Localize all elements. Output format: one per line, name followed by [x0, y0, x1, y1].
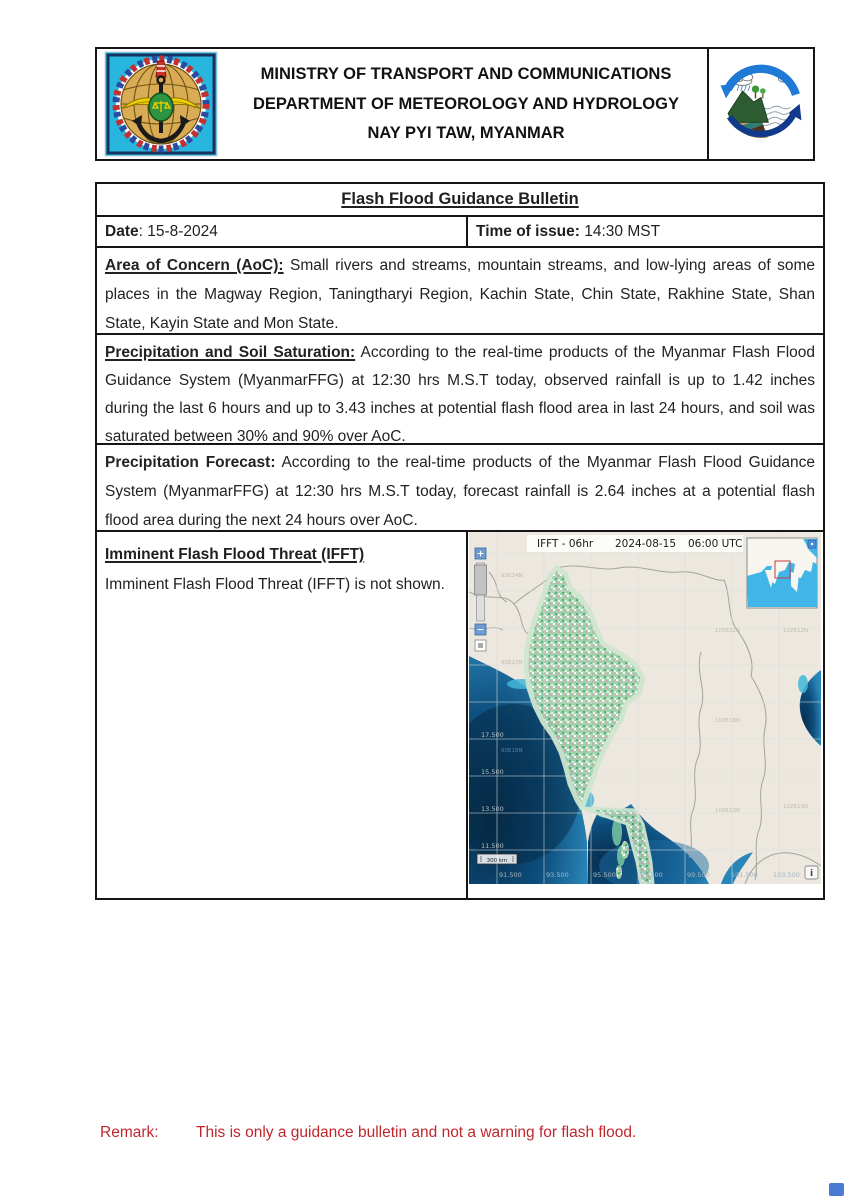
ifft-row — [97, 530, 823, 898]
svg-text:100E13N: 100E13N — [715, 808, 741, 814]
svg-text:11.500: 11.500 — [481, 842, 504, 850]
zoom-slider-thumb[interactable] — [475, 565, 487, 595]
svg-text:100E22N: 100E22N — [715, 628, 741, 634]
map-title-time: 06:00 UTC — [688, 538, 743, 550]
dmh-seal-logo-icon — [104, 51, 218, 157]
header-org-text — [225, 49, 707, 149]
date-cell — [97, 217, 468, 246]
ifft-text-cell — [97, 532, 468, 898]
area-of-concern-row — [97, 246, 823, 333]
ifft-heading: Imminent Flash Flood Threat (IFFT) — [105, 546, 365, 563]
time-value: 14:30 MST — [579, 222, 661, 240]
header-right-section — [707, 49, 813, 159]
date-label: Date — [105, 222, 139, 240]
map-inset-overview — [747, 538, 817, 608]
svg-text:103.500: 103.500 — [773, 871, 800, 879]
svg-text:90E22N: 90E22N — [501, 660, 523, 666]
svg-text:90E18N: 90E18N — [501, 748, 523, 754]
svg-text:95.500: 95.500 — [593, 871, 616, 879]
bulletin-table — [95, 182, 825, 900]
svg-text:100E18N: 100E18N — [715, 718, 741, 724]
saturation-text: According to the real-time products of the Myanmar Flash Flood Guidance System (MyanmarFFG) at 12:30 hrs M.S.T today, observed rainfall is up to 1.42 inches during the last 6 hours and up to 3.43 inches at potential flash flood area in last 24 hours, and soil was saturated between 30% and 90% over AoC. — [105, 344, 815, 445]
saturation-label: Precipitation and Soil Saturation: — [105, 344, 356, 361]
header-org-line2: DEPARTMENT OF METEOROLOGY AND HYDROLOGY — [253, 94, 679, 113]
svg-text:97.500: 97.500 — [640, 871, 663, 879]
map-scale-bar — [477, 854, 517, 864]
svg-text:13.500: 13.500 — [481, 805, 504, 813]
time-of-issue-cell — [468, 217, 823, 246]
bulletin-title-row — [97, 184, 823, 215]
aoc-text: Small rivers and streams, mountain streams, and low-lying areas of some places in the Magway Region, Taningtharyi Region, Kachin State, Chin State, Rakhine State, Shan State, Kayin State and Mon State. — [105, 257, 815, 332]
ffg-map-image — [469, 532, 821, 884]
header-left-section — [97, 49, 707, 159]
forecast-text: According to the real-time products of the Myanmar Flash Flood Guidance System (MyanmarFFG) at 12:30 hrs M.S.T today, forecast rainfall is 2.64 inches at a potential flash flood area during the next 24 hours over AoC. — [105, 454, 815, 529]
bulletin-title: Flash Flood Guidance Bulletin — [341, 190, 579, 208]
time-label: Time of issue: — [476, 222, 580, 240]
map-title-date: 2024-08-15 — [615, 538, 677, 550]
header-org-line3: NAY PYI TAW, MYANMAR — [367, 124, 565, 142]
page-corner-mark — [829, 1183, 844, 1196]
forecast-label: Precipitation Forecast: — [105, 454, 276, 471]
ifft-map-cell — [468, 532, 823, 898]
precipitation-forecast-row — [97, 443, 823, 530]
remark-label: Remark: — [100, 1124, 159, 1141]
svg-text:15.500: 15.500 — [481, 768, 504, 776]
svg-text:300 km: 300 km — [486, 858, 508, 864]
svg-text:−: − — [476, 625, 485, 636]
svg-text:102E22N: 102E22N — [783, 628, 809, 634]
header-org-line1: MINISTRY OF TRANSPORT AND COMMUNICATIONS — [260, 65, 672, 83]
svg-text:102E13N: 102E13N — [783, 804, 809, 810]
map-title-product: IFFT - 06hr — [537, 538, 594, 550]
svg-text:i: i — [809, 869, 814, 879]
water-cycle-logo-icon — [715, 56, 807, 153]
date-value: : 15-8-2024 — [138, 222, 218, 240]
remark-line — [100, 1124, 636, 1142]
svg-text:99.500: 99.500 — [687, 871, 710, 879]
precipitation-soil-saturation-row — [97, 333, 823, 443]
date-row — [97, 215, 823, 246]
ifft-statement: Imminent Flash Flood Threat (IFFT) is not shown. — [105, 576, 445, 593]
svg-text:91.500: 91.500 — [499, 871, 522, 879]
map-info-button[interactable] — [805, 866, 818, 879]
svg-text:17.500: 17.500 — [481, 731, 504, 739]
svg-text:93.500: 93.500 — [546, 871, 569, 879]
svg-text:101.500: 101.500 — [731, 871, 758, 879]
svg-text:90E24N: 90E24N — [501, 573, 523, 579]
svg-text:+: + — [476, 549, 485, 560]
header-box — [95, 47, 815, 161]
remark-text: This is only a guidance bulletin and not a warning for flash flood. — [196, 1124, 637, 1141]
aoc-label: Area of Concern (AoC): — [105, 257, 284, 274]
